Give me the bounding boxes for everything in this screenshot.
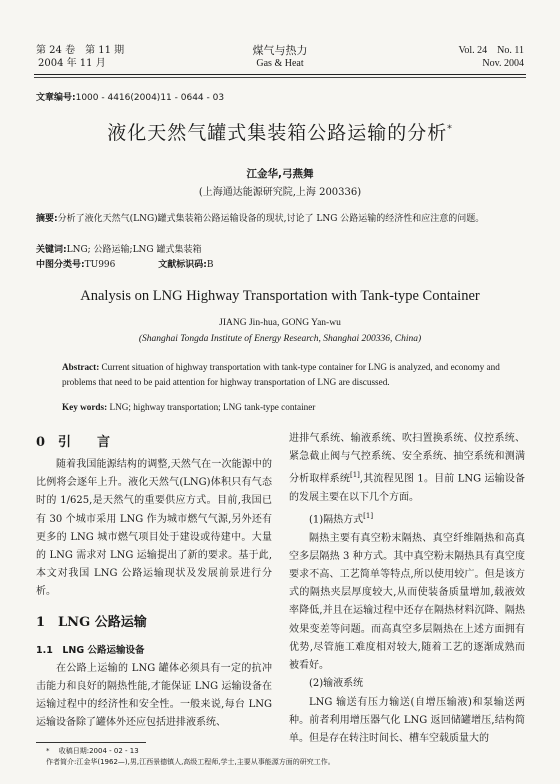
left-column — [36, 430, 272, 732]
abstract-en-label: Abstract: — [62, 362, 100, 372]
insulation-paragraph: 隔热主要有真空粉末隔热、真空纤维隔热和高真空多层隔热 3 种方式。其中真空粉末隔热具有真空度要求不高、工艺简单等特点,所以使用较广。但是该方式的隔热夹层厚度较大,从而使装备质量增加,载液效率降低,并且在运输过程中还存在隔热材料沉降、隔热效果变差等问题。而高真空多层隔热在上述方面拥有优势,尽管施工难度相对较大,随着工艺的逐渐成熟而被看好。 — [289, 532, 525, 672]
classification-label: 中图分类号: — [36, 260, 85, 270]
section-introduction-heading: 0 引 言 — [36, 435, 111, 450]
journal-name-en: Gas & Heat — [256, 58, 304, 69]
journal-name-cn: 煤气与热力 — [252, 44, 308, 57]
item-transfer-heading: (2)输液系统 — [309, 678, 364, 690]
keywords-cn-text: LNG; 公路运输;LNG 罐式集装箱 — [66, 245, 202, 255]
abstract-cn-text: 分析了液化天然气(LNG)罐式集装箱公路运输设备的现状,讨论了 LNG 公路运输的经济性和应注意的问题。 — [57, 214, 485, 224]
footnote-author-bio: 作者简介:江金华(1962—),男,江西景德镇人,高级工程师,学士,主要从事能源方面的研究工作。 — [46, 758, 335, 766]
item-insulation-heading — [289, 507, 525, 530]
citation-2: [1] — [363, 512, 374, 521]
article-number-value: 1000 - 4416(2004)11 - 0644 - 03 — [75, 93, 225, 103]
footnote-rule — [36, 742, 146, 743]
title-en: Analysis on LNG Highway Transportation with Tank-type Container — [80, 288, 480, 304]
citation-1: [1] — [349, 471, 360, 480]
doc-code-label: 文献标识码: — [158, 260, 207, 270]
keywords-cn — [36, 242, 201, 255]
subsection-equipment-heading: 1.1 LNG 公路运输设备 — [36, 644, 145, 656]
authors-en: JIANG Jin-hua, GONG Yan-wu — [219, 318, 341, 328]
introduction-paragraph: 随着我国能源结构的调整,天然气在一次能源中的比例将会逐年上升。液化天然气(LNG)体积只有气态时的 1/625,是天然气的重要供应方式。目前,我国已有 30 个城市采用 LNG 作为城市燃气气源,另外还有更多的 LNG 城市燃气项目处于建设或待建中。大量的 LNG 需求对 LNG 运输提出了新的要求。基于此,本文对我国 LNG 公路运输现状及发展前景进行分析。 — [36, 459, 272, 598]
header-vol-en: Vol. 24 No. 11 — [458, 45, 524, 56]
classification — [36, 257, 214, 270]
item-insulation-label: (1)隔热方式 — [309, 514, 364, 526]
section-lng-highway-heading: 1 LNG 公路运输 — [36, 614, 147, 630]
keywords-en-text: LNG; highway transportation; LNG tank-type container — [109, 402, 316, 412]
affiliation-cn: (上海通达能源研究院,上海 200336) — [198, 187, 362, 198]
header-vol-cn: 第 24 卷 第 11 期 — [36, 45, 125, 56]
equipment-paragraph: 在公路上运输的 LNG 罐体必须具有一定的抗冲击能力和良好的隔热性能,才能保证 LNG 运输设备在运输过程中的经济性和安全性。一般来说,每台 LNG 运输设备除了罐体外还应包括进排液系统、 — [36, 662, 272, 729]
article-number-label: 文章编号: — [36, 93, 76, 103]
title-cn-text: 液化天然气罐式集装箱公路运输的分析 — [107, 122, 448, 144]
header-rule — [34, 74, 526, 75]
continued-text: 进排气系统、输液系统、吹扫置换系统、仪控系统、紧急截止阀与气控系统、安全系统、抽空系统和测满分析取样系统 — [289, 433, 525, 485]
authors-cn: 江金华,弓燕舞 — [246, 168, 314, 180]
abstract-cn — [36, 212, 526, 227]
right-column — [289, 430, 525, 748]
title-cn — [0, 118, 560, 145]
header-date-en: Nov. 2004 — [482, 58, 524, 69]
continued-paragraph — [289, 430, 525, 507]
continued-text-2: ,其流程见图 1。目前 LNG 运输设备的发展主要在以下几个方面。 — [289, 473, 525, 503]
footnote-received: * 收稿日期:2004 - 02 - 13 — [46, 747, 139, 755]
transfer-paragraph: LNG 输送有压力输送(自增压输液)和泵输送两种。前者利用增压器气化 LNG 返回储罐增压,结构简单。但是存在转注时间长、槽车空载质量大的 — [289, 696, 525, 744]
header-rule-thin — [34, 77, 526, 78]
article-number — [36, 90, 224, 103]
keywords-cn-label: 关键词: — [36, 245, 67, 255]
abstract-en-text: Current situation of highway transportation with tank-type container for LNG is analyzed, and economy and problems that need to be paid attention for highway transportation of LNG are discussed. — [62, 362, 500, 387]
affiliation-en: (Shanghai Tongda Institute of Energy Research, Shanghai 200336, China) — [138, 334, 422, 344]
keywords-en — [62, 402, 315, 412]
header-date-cn: 2004 年 11 月 — [38, 58, 106, 69]
doc-code-value: B — [206, 260, 214, 270]
title-footnote-mark: * — [447, 124, 453, 135]
abstract-cn-label: 摘要: — [36, 214, 58, 224]
abstract-en — [62, 360, 512, 389]
header-volume-en — [458, 44, 524, 70]
classification-value: TU996 — [84, 260, 116, 270]
keywords-en-label: Key words: — [62, 402, 108, 412]
